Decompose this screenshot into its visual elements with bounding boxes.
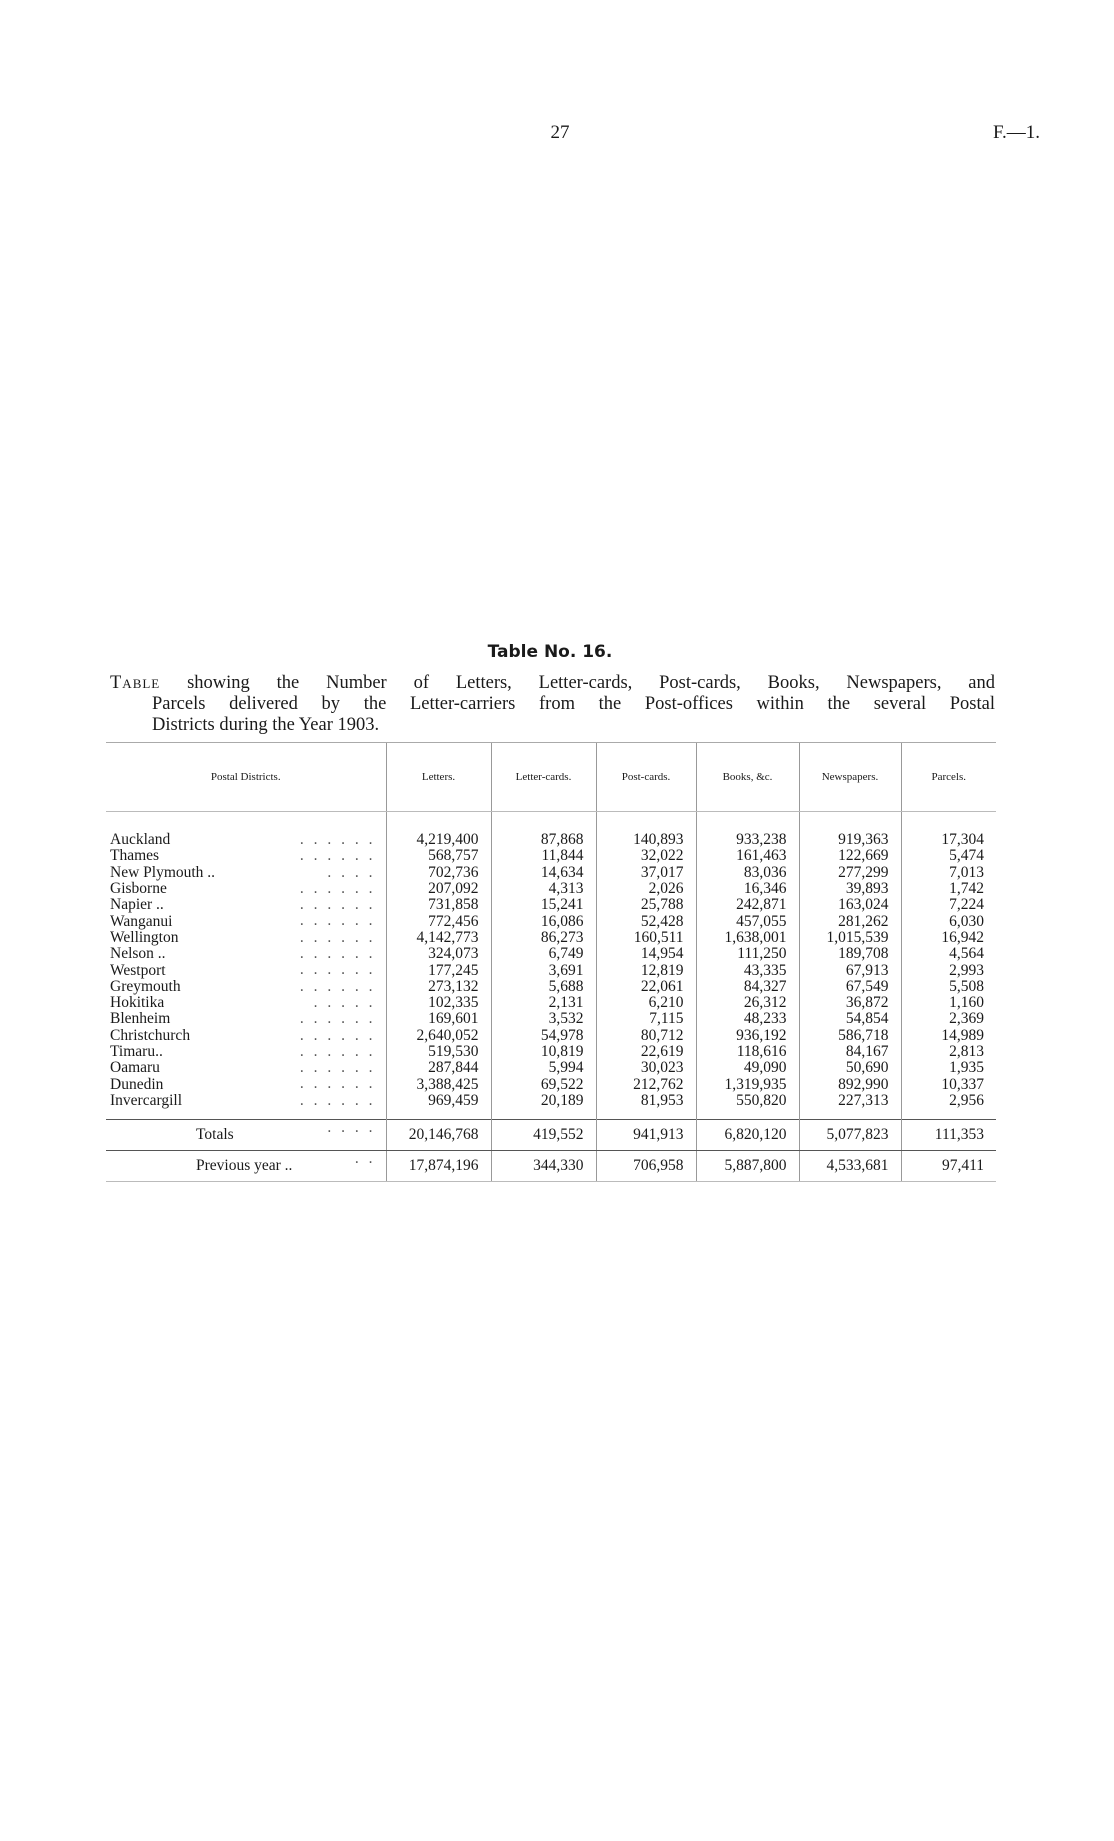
district-name: Oamaru	[110, 1059, 160, 1077]
letters-cell: 273,132	[386, 979, 491, 995]
books-cell: 1,319,935	[696, 1076, 799, 1092]
letters-cell: 177,245	[386, 962, 491, 978]
letter-cards-cell: 5,688	[491, 979, 596, 995]
caption-line-1	[110, 673, 995, 694]
col-header-letter-cards: Letter-cards.	[491, 743, 596, 812]
page-number: 27	[550, 122, 570, 143]
parcels-cell: 7,013	[901, 865, 996, 881]
totals-parcels: 111,353	[901, 1120, 996, 1151]
parcels-cell: 2,813	[901, 1044, 996, 1060]
previous-letter-cards: 344,330	[491, 1151, 596, 1182]
spacer-row	[106, 1109, 996, 1120]
caption-text-1: showing the Number of Letters, Letter-cards, Post-cards, Books, Newspapers, and	[187, 673, 996, 693]
district-name-cell	[106, 897, 386, 913]
parcels-cell: 4,564	[901, 946, 996, 962]
district-name: Wellington	[110, 928, 179, 946]
newspapers-cell: 919,363	[799, 812, 901, 849]
table-row	[106, 1044, 996, 1060]
dot-leaders: . . . . . .	[299, 831, 376, 848]
table-row	[106, 946, 996, 962]
dot-leaders: . . . . . .	[299, 896, 376, 914]
letter-cards-cell: 20,189	[491, 1093, 596, 1109]
dot-leaders: . . . . . .	[299, 847, 376, 865]
post-cards-cell: 30,023	[596, 1060, 696, 1076]
newspapers-cell: 189,708	[799, 946, 901, 962]
col-header-newspapers: Newspapers.	[799, 743, 901, 812]
newspapers-cell: 67,913	[799, 962, 901, 978]
newspapers-cell: 227,313	[799, 1093, 901, 1109]
parcels-cell: 5,508	[901, 979, 996, 995]
dot-leaders: . . . . . .	[299, 928, 376, 946]
parcels-cell: 5,474	[901, 848, 996, 864]
document-code: F.—1.	[992, 122, 1040, 143]
letters-cell: 4,219,400	[386, 812, 491, 849]
letters-cell: 2,640,052	[386, 1028, 491, 1044]
district-name-cell	[106, 995, 386, 1011]
letters-cell: 519,530	[386, 1044, 491, 1060]
dot-leaders: . . . . . .	[299, 1010, 376, 1028]
books-cell: 84,327	[696, 979, 799, 995]
letter-cards-cell: 11,844	[491, 848, 596, 864]
newspapers-cell: 122,669	[799, 848, 901, 864]
books-cell: 48,233	[696, 1011, 799, 1027]
district-name: Timaru..	[110, 1043, 163, 1060]
district-name: Westport	[110, 961, 166, 979]
dot-leaders: . . . . . .	[299, 945, 376, 963]
newspapers-cell: 1,015,539	[799, 930, 901, 946]
totals-letters: 20,146,768	[386, 1120, 491, 1151]
letters-cell: 4,142,773	[386, 930, 491, 946]
table-row	[106, 1028, 996, 1044]
table-row	[106, 1011, 996, 1027]
letter-cards-cell: 54,978	[491, 1028, 596, 1044]
district-name: Auckland	[110, 831, 171, 849]
table-title: Table No. 16.	[487, 642, 613, 662]
table-row	[106, 1093, 996, 1109]
post-cards-cell: 140,893	[596, 812, 696, 849]
books-cell: 1,638,001	[696, 930, 799, 946]
letter-cards-cell: 3,532	[491, 1011, 596, 1027]
post-cards-cell: 12,819	[596, 962, 696, 978]
table-row	[106, 865, 996, 881]
district-name-cell	[106, 1011, 386, 1027]
post-cards-cell: 25,788	[596, 897, 696, 913]
letters-cell: 969,459	[386, 1093, 491, 1109]
dot-leaders: . . . . . .	[299, 961, 376, 979]
district-name: Blenheim	[110, 1010, 171, 1028]
letter-cards-cell: 5,994	[491, 1060, 596, 1076]
dot-leaders: . . . . . .	[299, 912, 376, 930]
previous-post-cards: 706,958	[596, 1151, 696, 1182]
dot-leaders: . . . . . .	[299, 1042, 376, 1060]
letter-cards-cell: 86,273	[491, 930, 596, 946]
newspapers-cell: 163,024	[799, 897, 901, 913]
letter-cards-cell: 87,868	[491, 812, 596, 849]
books-cell: 83,036	[696, 865, 799, 881]
dot-leaders: . . . . . .	[299, 1075, 376, 1093]
letter-cards-cell: 10,819	[491, 1044, 596, 1060]
parcels-cell: 10,337	[901, 1076, 996, 1092]
parcels-cell: 2,369	[901, 1011, 996, 1027]
letters-cell: 3,388,425	[386, 1076, 491, 1092]
postal-deliveries-table	[106, 742, 996, 1182]
table-row	[106, 881, 996, 897]
parcels-cell: 14,989	[901, 1028, 996, 1044]
table-header-row	[106, 743, 996, 812]
letter-cards-cell: 69,522	[491, 1076, 596, 1092]
previous-books: 5,887,800	[696, 1151, 799, 1182]
letters-cell: 772,456	[386, 913, 491, 929]
parcels-cell: 6,030	[901, 913, 996, 929]
books-cell: 161,463	[696, 848, 799, 864]
parcels-cell: 17,304	[901, 812, 996, 849]
post-cards-cell: 80,712	[596, 1028, 696, 1044]
table-row	[106, 848, 996, 864]
dot-leaders: . . . . . .	[299, 1091, 376, 1109]
dot-leaders: . . . . . .	[299, 1059, 376, 1077]
books-cell: 242,871	[696, 897, 799, 913]
post-cards-cell: 212,762	[596, 1076, 696, 1092]
totals-newspapers: 5,077,823	[799, 1120, 901, 1151]
district-name: New Plymouth ..	[110, 863, 216, 881]
letter-cards-cell: 15,241	[491, 897, 596, 913]
books-cell: 49,090	[696, 1060, 799, 1076]
district-name: Nelson ..	[110, 945, 166, 963]
table-row	[106, 995, 996, 1011]
newspapers-cell: 281,262	[799, 913, 901, 929]
table-caption	[110, 673, 995, 736]
district-name: Hokitika	[110, 994, 165, 1012]
letter-cards-cell: 3,691	[491, 962, 596, 978]
table-row	[106, 897, 996, 913]
district-name: Thames	[110, 847, 160, 865]
post-cards-cell: 22,061	[596, 979, 696, 995]
district-name-cell	[106, 979, 386, 995]
table-row	[106, 1060, 996, 1076]
district-name-cell	[106, 812, 386, 849]
table-row	[106, 1076, 996, 1092]
parcels-cell: 2,956	[901, 1093, 996, 1109]
district-name-cell	[106, 946, 386, 962]
post-cards-cell: 22,619	[596, 1044, 696, 1060]
previous-letters: 17,874,196	[386, 1151, 491, 1182]
totals-post-cards: 941,913	[596, 1120, 696, 1151]
parcels-cell: 1,742	[901, 881, 996, 897]
table-row	[106, 962, 996, 978]
previous-year-label	[106, 1151, 386, 1182]
letter-cards-cell: 2,131	[491, 995, 596, 1011]
totals-leaders: . . . .	[327, 1119, 376, 1137]
table-row	[106, 913, 996, 929]
previous-newspapers: 4,533,681	[799, 1151, 901, 1182]
district-name: Invercargill	[110, 1091, 183, 1109]
letters-cell: 702,736	[386, 865, 491, 881]
col-header-books: Books, &c.	[696, 743, 799, 812]
col-header-letters: Letters.	[386, 743, 491, 812]
letters-cell: 102,335	[386, 995, 491, 1011]
totals-books: 6,820,120	[696, 1120, 799, 1151]
district-name-cell	[106, 962, 386, 978]
post-cards-cell: 2,026	[596, 881, 696, 897]
letters-cell: 731,858	[386, 897, 491, 913]
caption-line-2: Parcels delivered by the Letter-carriers from the Post-offices within the several Postal	[152, 694, 995, 714]
dot-leaders: . . . .	[327, 863, 376, 881]
letter-cards-cell: 14,634	[491, 865, 596, 881]
totals-letter-cards: 419,552	[491, 1120, 596, 1151]
newspapers-cell: 36,872	[799, 995, 901, 1011]
col-header-districts: Postal Districts.	[106, 743, 386, 812]
table-row	[106, 930, 996, 946]
letters-cell: 207,092	[386, 881, 491, 897]
books-cell: 43,335	[696, 962, 799, 978]
district-name: Greymouth	[110, 977, 181, 995]
dot-leaders: . . . . . .	[299, 977, 376, 995]
parcels-cell: 1,160	[901, 995, 996, 1011]
district-name: Wanganui	[110, 912, 173, 930]
district-name-cell	[106, 1060, 386, 1076]
district-name: Gisborne	[110, 880, 167, 898]
district-name-cell	[106, 913, 386, 929]
newspapers-cell: 586,718	[799, 1028, 901, 1044]
post-cards-cell: 14,954	[596, 946, 696, 962]
parcels-cell: 7,224	[901, 897, 996, 913]
post-cards-cell: 6,210	[596, 995, 696, 1011]
letter-cards-cell: 4,313	[491, 881, 596, 897]
district-name: Christchurch	[110, 1026, 191, 1044]
letters-cell: 324,073	[386, 946, 491, 962]
dot-leaders: . . . . . .	[299, 1026, 376, 1044]
previous-year-label-text: Previous year ..	[196, 1157, 293, 1175]
post-cards-cell: 7,115	[596, 1011, 696, 1027]
parcels-cell: 1,935	[901, 1060, 996, 1076]
letters-cell: 169,601	[386, 1011, 491, 1027]
letters-cell: 568,757	[386, 848, 491, 864]
books-cell: 457,055	[696, 913, 799, 929]
district-name-cell	[106, 848, 386, 864]
letter-cards-cell: 16,086	[491, 913, 596, 929]
previous-parcels: 97,411	[901, 1151, 996, 1182]
district-name-cell	[106, 1076, 386, 1092]
table-row	[106, 979, 996, 995]
post-cards-cell: 37,017	[596, 865, 696, 881]
newspapers-cell: 277,299	[799, 865, 901, 881]
caption-line-3: Districts during the Year 1903.	[152, 715, 380, 735]
col-header-parcels: Parcels.	[901, 743, 996, 812]
dot-leaders: . . . . . .	[299, 879, 376, 897]
totals-label	[106, 1120, 386, 1151]
books-cell: 111,250	[696, 946, 799, 962]
district-name-cell	[106, 1093, 386, 1109]
post-cards-cell: 52,428	[596, 913, 696, 929]
newspapers-cell: 50,690	[799, 1060, 901, 1076]
district-name-cell	[106, 1044, 386, 1060]
parcels-cell: 16,942	[901, 930, 996, 946]
newspapers-cell: 54,854	[799, 1011, 901, 1027]
parcels-cell: 2,993	[901, 962, 996, 978]
books-cell: 550,820	[696, 1093, 799, 1109]
col-header-post-cards: Post-cards.	[596, 743, 696, 812]
district-name-cell	[106, 881, 386, 897]
previous-year-leaders: . .	[354, 1150, 376, 1168]
dot-leaders: . . . . .	[313, 993, 376, 1011]
totals-label-text: Totals	[196, 1126, 234, 1144]
books-cell: 933,238	[696, 812, 799, 849]
totals-row	[106, 1120, 996, 1151]
previous-year-row	[106, 1151, 996, 1182]
district-name: Napier ..	[110, 896, 164, 914]
district-name-cell	[106, 930, 386, 946]
letters-cell: 287,844	[386, 1060, 491, 1076]
letter-cards-cell: 6,749	[491, 946, 596, 962]
books-cell: 936,192	[696, 1028, 799, 1044]
books-cell: 26,312	[696, 995, 799, 1011]
newspapers-cell: 84,167	[799, 1044, 901, 1060]
books-cell: 118,616	[696, 1044, 799, 1060]
post-cards-cell: 160,511	[596, 930, 696, 946]
caption-lead: Table	[110, 673, 161, 693]
post-cards-cell: 81,953	[596, 1093, 696, 1109]
district-name-cell	[106, 865, 386, 881]
table-row	[106, 812, 996, 849]
district-name-cell	[106, 1028, 386, 1044]
books-cell: 16,346	[696, 881, 799, 897]
newspapers-cell: 892,990	[799, 1076, 901, 1092]
post-cards-cell: 32,022	[596, 848, 696, 864]
newspapers-cell: 39,893	[799, 881, 901, 897]
district-name: Dunedin	[110, 1075, 164, 1093]
newspapers-cell: 67,549	[799, 979, 901, 995]
